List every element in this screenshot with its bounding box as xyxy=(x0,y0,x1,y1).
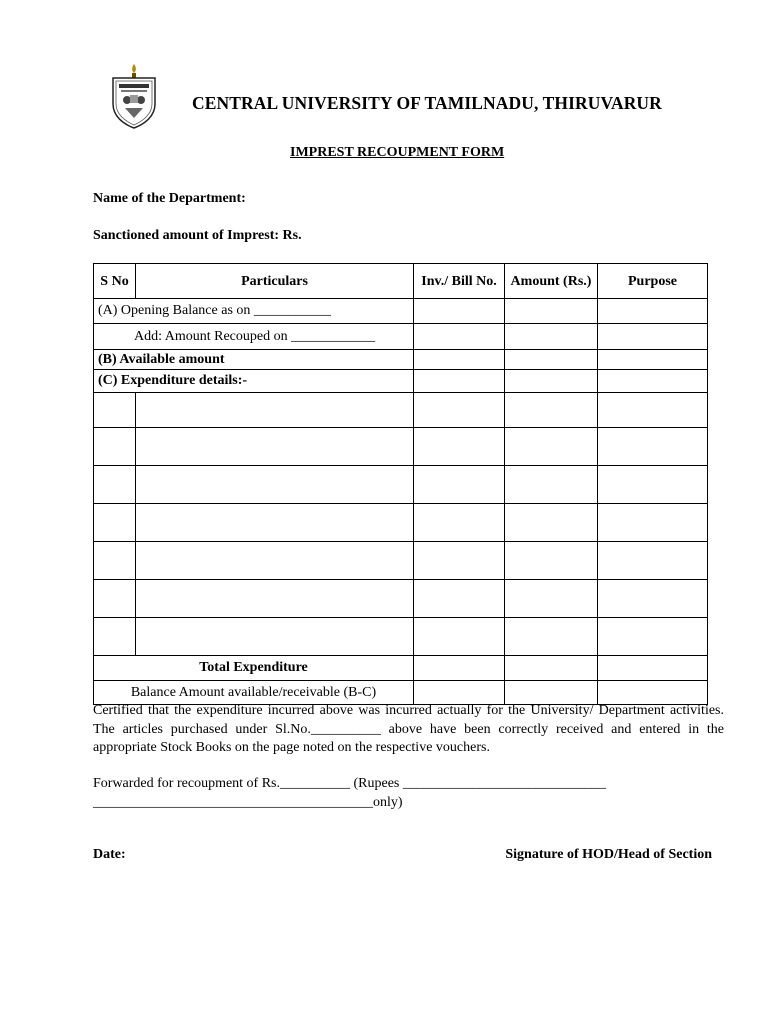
cell-purpose[interactable] xyxy=(598,618,708,656)
cell-amount[interactable] xyxy=(505,299,598,324)
certification-text: Certified that the expenditure incurred above was incurred actually for the University/ Department activities. The articles purchased under Sl.No.__________ above have been correctly received and entered in the appropriate Stock Books on the page noted on the respective vouchers. xyxy=(93,703,724,755)
cell-purpose[interactable] xyxy=(598,428,708,466)
total-expenditure-label: Total Expenditure xyxy=(94,656,414,681)
table-row xyxy=(94,466,708,504)
cell-sno[interactable] xyxy=(94,428,136,466)
cell-purpose[interactable] xyxy=(598,466,708,504)
cell-particulars[interactable] xyxy=(136,428,414,466)
cell-purpose[interactable] xyxy=(598,393,708,428)
cell-amount[interactable] xyxy=(505,393,598,428)
cell-sno[interactable] xyxy=(94,504,136,542)
table-row xyxy=(94,428,708,466)
university-name: CENTRAL UNIVERSITY OF TAMILNADU, THIRUVARUR xyxy=(192,93,662,113)
cell-purpose[interactable] xyxy=(598,370,708,393)
table-row xyxy=(94,542,708,580)
cell-sno[interactable] xyxy=(94,618,136,656)
forwarded-line-2: ________________________________________only) xyxy=(93,794,403,810)
balance-amount-label: Balance Amount available/receivable (B-C) xyxy=(94,681,414,705)
cell-purpose[interactable] xyxy=(598,350,708,370)
cell-inv[interactable] xyxy=(414,580,505,618)
row-available-amount xyxy=(94,350,708,370)
cell-purpose[interactable] xyxy=(598,580,708,618)
cell-purpose[interactable] xyxy=(598,656,708,681)
date-label: Date: xyxy=(93,847,126,862)
cell-inv[interactable] xyxy=(414,370,505,393)
cell-particulars[interactable] xyxy=(136,580,414,618)
row-total-expenditure xyxy=(94,656,708,681)
cell-amount[interactable] xyxy=(505,656,598,681)
row-expenditure-details xyxy=(94,370,708,393)
signature-label: Signature of HOD/Head of Section xyxy=(505,847,712,862)
cell-sno[interactable] xyxy=(94,542,136,580)
forwarded-block xyxy=(93,775,713,812)
cell-purpose[interactable] xyxy=(598,681,708,705)
table-row xyxy=(94,393,708,428)
form-title: IMPREST RECOUPMENT FORM xyxy=(290,145,505,160)
header-purpose: Purpose xyxy=(598,264,708,299)
cell-purpose[interactable] xyxy=(598,324,708,350)
forwarded-line-1: Forwarded for recoupment of Rs.__________ (Rupees _____________________________ xyxy=(93,776,606,791)
opening-balance-label: (A) Opening Balance as on ___________ xyxy=(94,299,414,324)
cell-inv[interactable] xyxy=(414,393,505,428)
cell-inv[interactable] xyxy=(414,542,505,580)
cell-inv[interactable] xyxy=(414,656,505,681)
cell-purpose[interactable] xyxy=(598,542,708,580)
add-recouped-label: Add: Amount Recouped on ____________ xyxy=(94,324,414,350)
table-row xyxy=(94,504,708,542)
cell-sno[interactable] xyxy=(94,580,136,618)
cell-inv[interactable] xyxy=(414,299,505,324)
cell-sno[interactable] xyxy=(94,393,136,428)
table-row xyxy=(94,618,708,656)
cell-inv[interactable] xyxy=(414,428,505,466)
cell-inv[interactable] xyxy=(414,504,505,542)
row-balance-amount xyxy=(94,681,708,705)
cell-inv[interactable] xyxy=(414,681,505,705)
imprest-table xyxy=(93,263,708,705)
row-opening-balance xyxy=(94,299,708,324)
cell-inv[interactable] xyxy=(414,324,505,350)
cell-amount[interactable] xyxy=(505,618,598,656)
table-header-row xyxy=(94,264,708,299)
available-amount-label: (B) Available amount xyxy=(94,350,414,370)
cell-amount[interactable] xyxy=(505,542,598,580)
department-label: Name of the Department: xyxy=(93,191,246,206)
cell-amount[interactable] xyxy=(505,428,598,466)
cell-inv[interactable] xyxy=(414,466,505,504)
header-particulars: Particulars xyxy=(136,264,414,299)
cell-purpose[interactable] xyxy=(598,504,708,542)
cell-amount[interactable] xyxy=(505,466,598,504)
cell-particulars[interactable] xyxy=(136,393,414,428)
expenditure-details-label: (C) Expenditure details:- xyxy=(94,370,414,393)
university-seal-logo xyxy=(107,62,161,130)
cell-amount[interactable] xyxy=(505,324,598,350)
header-amount: Amount (Rs.) xyxy=(505,264,598,299)
cell-sno[interactable] xyxy=(94,466,136,504)
cell-particulars[interactable] xyxy=(136,466,414,504)
cell-inv[interactable] xyxy=(414,618,505,656)
row-add-recouped xyxy=(94,324,708,350)
cell-amount[interactable] xyxy=(505,350,598,370)
cell-amount[interactable] xyxy=(505,580,598,618)
cell-purpose[interactable] xyxy=(598,299,708,324)
cell-inv[interactable] xyxy=(414,350,505,370)
cell-amount[interactable] xyxy=(505,370,598,393)
table-row xyxy=(94,580,708,618)
sanctioned-amount-label: Sanctioned amount of Imprest: Rs. xyxy=(93,228,302,243)
cell-particulars[interactable] xyxy=(136,618,414,656)
cell-amount[interactable] xyxy=(505,504,598,542)
header-sno: S No xyxy=(94,264,136,299)
cell-particulars[interactable] xyxy=(136,542,414,580)
cell-amount[interactable] xyxy=(505,681,598,705)
header-inv-bill: Inv./ Bill No. xyxy=(414,264,505,299)
cell-particulars[interactable] xyxy=(136,504,414,542)
